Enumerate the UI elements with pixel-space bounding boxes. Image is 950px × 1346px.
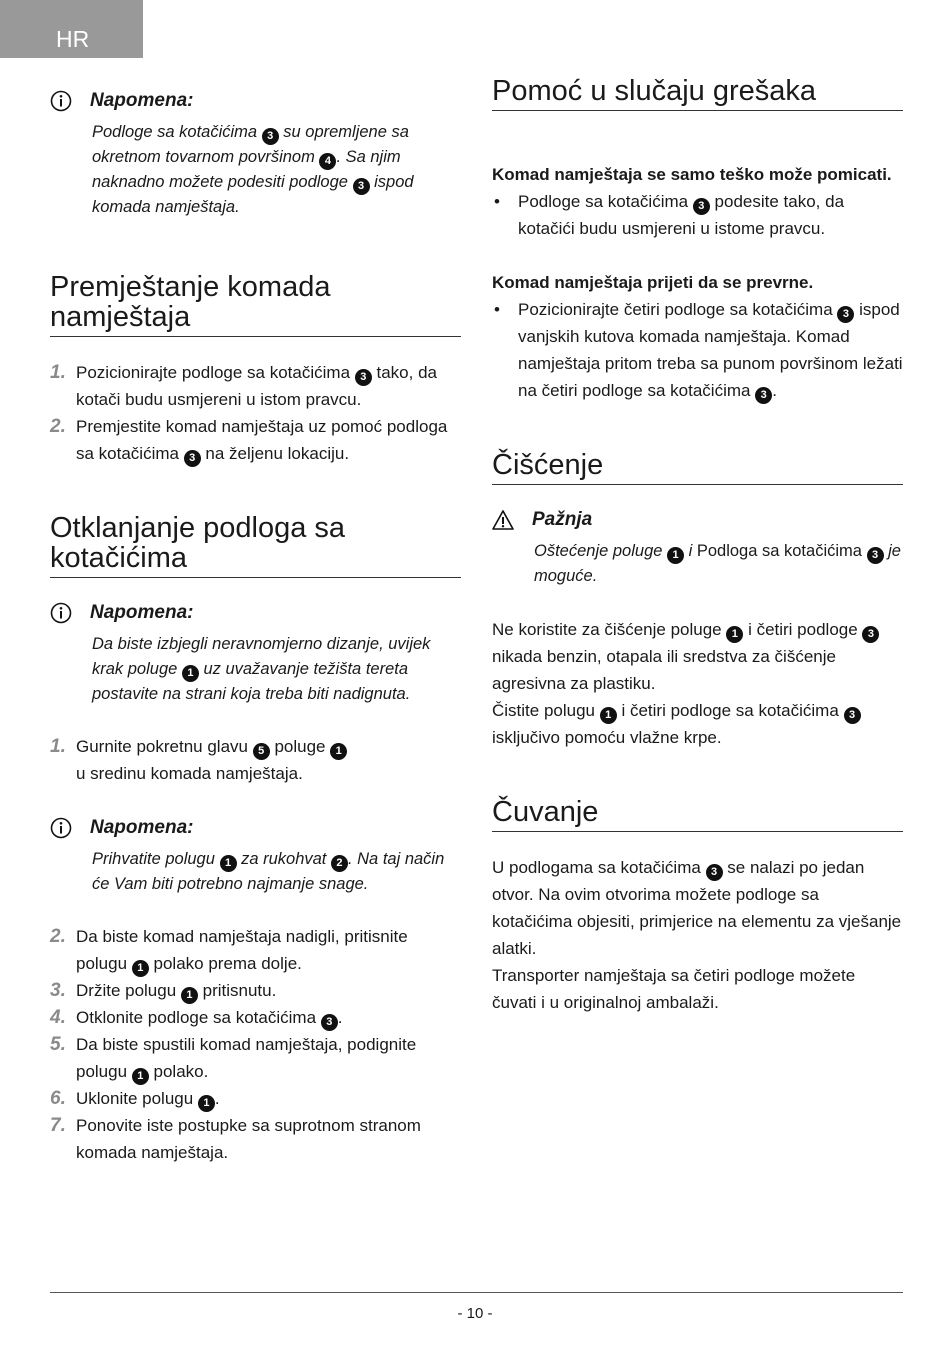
info-icon <box>50 90 72 112</box>
item-number-badge: 1 <box>330 743 347 760</box>
item-number-badge: 3 <box>355 369 372 386</box>
paragraph: Transporter namještaja sa četiri podloge možete čuvati i u originalnoj ambalaži. <box>492 966 856 1012</box>
item-number-badge: 1 <box>132 1068 149 1085</box>
footer-divider <box>50 1292 903 1293</box>
info-icon <box>50 817 72 839</box>
section-heading: Otklanjanje podloga sa kotačićima <box>50 513 461 578</box>
language-label: HR <box>56 26 90 52</box>
problem-heading: Komad namještaja se samo teško može pomicati. <box>492 165 892 184</box>
note-title: Napomena: <box>90 817 194 838</box>
step-list <box>50 359 461 467</box>
item-number-badge: 3 <box>693 198 710 215</box>
note-title: Napomena: <box>90 90 194 111</box>
step-list <box>50 923 461 1166</box>
item-number-badge: 3 <box>706 864 723 881</box>
paragraph: U podlogama sa kotačićima 3 se nalazi po jedan otvor. Na ovim otvorima možete podloge sa kotačićima objesiti, primjerice na elementu za vješanje alatki. <box>492 858 902 958</box>
problem-heading: Komad namještaja prijeti da se prevrne. <box>492 273 814 292</box>
language-tab <box>0 0 143 58</box>
item-number-badge: 1 <box>667 547 684 564</box>
page-number: - 10 - <box>457 1305 493 1322</box>
warning-box <box>492 505 903 589</box>
warning-title: Pažnja <box>532 509 593 530</box>
item-number-badge: 3 <box>321 1014 338 1031</box>
paragraph: Čistite polugu 1 i četiri podloge sa kotačićima 3 isključivo pomoću vlažne krpe. <box>492 697 903 751</box>
right-column <box>492 76 903 1016</box>
item-number-badge: 3 <box>837 306 854 323</box>
step-item: 1. Gurnite pokretnu glavu 5 poluge 1 u sredinu komada namještaja. <box>50 733 461 787</box>
item-number-badge: 3 <box>844 707 861 724</box>
item-number-badge: 3 <box>862 626 879 643</box>
item-number-badge: 3 <box>262 128 279 145</box>
step-item: 6. Uklonite polugu 1 . <box>50 1085 461 1112</box>
step-item: 7. Ponovite iste postupke sa suprotnom stranom komada namještaja. <box>50 1115 421 1162</box>
step-item: 1. Pozicionirajte podloge sa kotačićima 3 tako, da kotači budu usmjereni u istom pravcu. <box>50 362 437 409</box>
note-box <box>50 86 461 220</box>
step-item: 2. Premjestite komad namještaja uz pomoć podloga sa kotačićima 3 na željenu lokaciju. <box>50 413 461 467</box>
warning-icon <box>492 509 514 531</box>
step-item: 2. Da biste komad namještaja nadigli, pritisnite polugu 1 polako prema dolje. <box>50 923 461 977</box>
item-number-badge: 1 <box>198 1095 215 1112</box>
section-heading: Čuvanje <box>492 797 903 832</box>
section-heading: Pomoć u slučaju grešaka <box>492 76 903 111</box>
item-number-badge: 1 <box>182 665 199 682</box>
note-text: Prihvatite polugu 1 za rukohvat 2 . Na taj način će Vam biti potrebno najmanje snage. <box>92 850 445 893</box>
item-number-badge: 1 <box>132 960 149 977</box>
paragraph: Ne koristite za čišćenje poluge 1 i četiri podloge 3 nikada benzin, otapala ili sredstva za čišćenje agresivna za plastiku. <box>492 616 903 697</box>
item-number-badge: 2 <box>331 855 348 872</box>
item-number-badge: 1 <box>220 855 237 872</box>
note-text: Podloge sa kotačićima 3 su opremljene sa okretnom tovarnom površinom 4 . Sa njim naknadno možete podesiti podloge 3 ispod komada namještaja. <box>92 123 414 216</box>
step-item: 4. Otklonite podloge sa kotačićima 3 . <box>50 1004 461 1031</box>
bullet-item: • Podloge sa kotačićima 3 podesite tako, da kotačići budu usmjereni u istome pravcu. <box>494 192 845 238</box>
item-number-badge: 1 <box>181 987 198 1004</box>
section-heading: Čišćenje <box>492 450 903 485</box>
item-number-badge: 1 <box>726 626 743 643</box>
item-number-badge: 3 <box>867 547 884 564</box>
item-number-badge: 5 <box>253 743 270 760</box>
item-number-badge: 4 <box>319 153 336 170</box>
note-box <box>50 813 461 897</box>
bullet-item: • Pozicionirajte četiri podloge sa kotačićima 3 ispod vanjskih kutova komada namještaja. Komad namještaja pritom treba sa punom površinom ležati na četiri podloge sa kotačićima 3 . <box>492 296 903 404</box>
item-number-badge: 3 <box>184 450 201 467</box>
note-text: Da biste izbjegli neravnomjerno dizanje, uvijek krak poluge 1 uz uvažavanje težišta tereta postavite na strani koja treba biti nadignuta. <box>92 635 431 703</box>
item-number-badge: 1 <box>600 707 617 724</box>
item-number-badge: 3 <box>353 178 370 195</box>
left-column <box>50 86 461 1166</box>
info-icon <box>50 602 72 624</box>
note-title: Napomena: <box>90 602 194 623</box>
item-number-badge: 3 <box>755 387 772 404</box>
note-box <box>50 598 461 707</box>
warning-text: Oštećenje poluge 1 i Podloga sa kotačićima 3 je moguće. <box>534 542 901 585</box>
section-heading: Premještanje komada namještaja <box>50 272 461 337</box>
step-item: 3. Držite polugu 1 pritisnutu. <box>50 977 461 1004</box>
step-item: 5. Da biste spustili komad namještaja, podignite polugu 1 polako. <box>50 1031 461 1085</box>
